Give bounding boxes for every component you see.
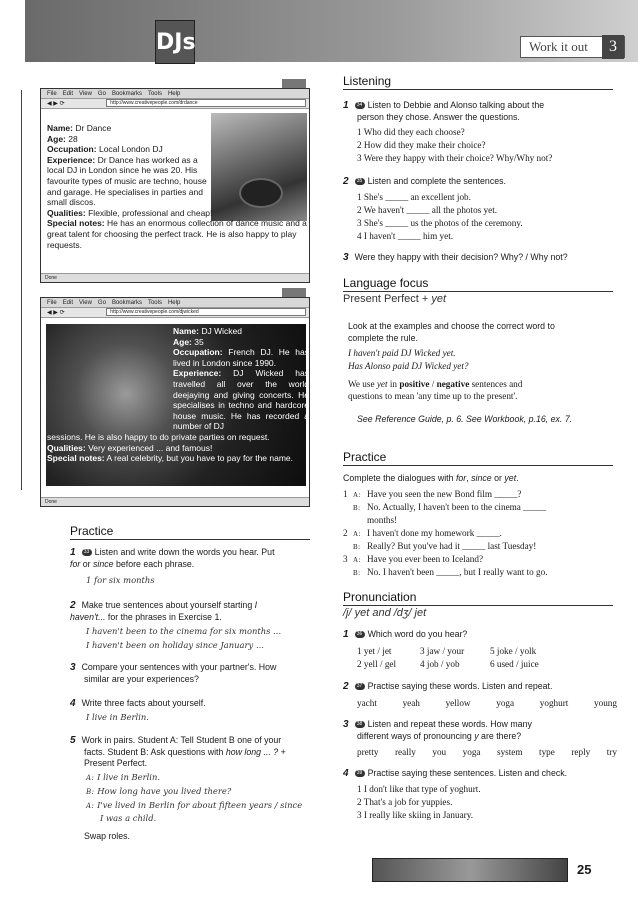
handwritten-answer: I live in Berlin. xyxy=(86,712,149,722)
exercise-number: 1 xyxy=(343,629,349,640)
exercise-number: 2 xyxy=(343,681,349,692)
intro-text: or xyxy=(491,473,505,483)
line-text: Really? But you've had it _____ last Tuesday! xyxy=(367,541,537,551)
instruction: Practise saying these sentences. Listen and check. xyxy=(367,768,568,778)
sentence: 2 That's a job for yuppies. xyxy=(357,797,453,807)
cd-icon[interactable]: 38 xyxy=(355,721,365,728)
intro-text: complete the rule. xyxy=(348,332,418,343)
word-pair: 2 yell / gel xyxy=(357,659,397,669)
practice-heading: Practice xyxy=(70,524,310,540)
rule-option: positive xyxy=(399,379,430,389)
gap-sentence: 4 I haven't _____ him yet. xyxy=(357,231,454,241)
word: yacht xyxy=(357,698,377,708)
speaker: B: xyxy=(353,504,361,512)
name-value: Dr Dance xyxy=(75,123,112,133)
question: 3 Were they happy with their choice? Why/Why not? xyxy=(357,153,553,163)
experience-value: DJ Wicked has travelled all over the world deejaying and giving concerts. He specialises in techno and hardcore house music. He has recorded a number of DJ xyxy=(173,368,309,432)
instruction: for the phrases in Exercise 1. xyxy=(105,611,222,622)
experience-cont: sessions. He is also happy to do private parties on request. xyxy=(47,431,270,442)
word: pretty xyxy=(357,747,379,757)
forward-icon[interactable]: ▶ xyxy=(53,101,58,107)
instruction: Present Perfect. xyxy=(84,758,148,768)
word: yoga xyxy=(462,747,481,757)
speaker: A: xyxy=(353,491,361,499)
word-pair: 1 yet / jet xyxy=(357,646,392,656)
instruction: Compare your sentences with your partner's. How xyxy=(81,662,277,672)
menu-go[interactable]: Go xyxy=(97,300,106,306)
instruction: Work in pairs. Student A: Tell Student B one of your xyxy=(81,735,282,745)
practice-heading-right: Practice xyxy=(343,450,613,466)
occupation-value: Local London DJ xyxy=(98,144,163,155)
exercise-number: 5 xyxy=(70,735,76,746)
language-focus-subheading xyxy=(343,293,446,305)
section-banner xyxy=(520,36,625,58)
profile-text xyxy=(47,123,311,250)
menu-go[interactable]: Go xyxy=(97,91,106,97)
rule-text: in xyxy=(387,379,400,389)
exercise-number: 4 xyxy=(70,698,76,709)
speaker: B: xyxy=(86,788,95,796)
rule-option: negative xyxy=(436,379,470,389)
instruction-it: haven't... xyxy=(70,611,106,622)
language-focus-heading: Language focus xyxy=(343,276,613,292)
dialogue-line xyxy=(343,515,397,527)
dialogue-line xyxy=(86,786,231,799)
menu-bookmarks[interactable]: Bookmarks xyxy=(111,91,142,97)
menu-view[interactable]: View xyxy=(79,300,92,306)
menu-help[interactable]: Help xyxy=(167,300,181,306)
line-num: 3 xyxy=(343,554,348,564)
practice-ex1 xyxy=(70,547,315,570)
question: 2 How did they make their choice? xyxy=(357,140,486,150)
address-bar[interactable]: http://www.creativepeople.com/djwicked xyxy=(106,308,306,316)
instruction-it: I xyxy=(254,600,258,610)
intro-it: for xyxy=(455,473,467,483)
speaker: B: xyxy=(353,543,361,551)
back-icon[interactable]: ◀ xyxy=(47,310,52,316)
word: yeah xyxy=(402,698,420,708)
menu-tools[interactable]: Tools xyxy=(147,300,162,306)
cd-icon[interactable]: 36 xyxy=(355,631,365,638)
practice-ex3 xyxy=(70,662,315,685)
dialogue-line: I was a child. xyxy=(100,813,157,823)
word: try xyxy=(606,747,617,757)
qualities-label: Qualities: xyxy=(47,442,86,453)
listening-heading: Listening xyxy=(343,74,613,90)
speaker: A: xyxy=(353,530,361,538)
instruction: Make true sentences about yourself starting xyxy=(81,600,255,610)
occupation-value: French DJ. He has lived in London since 1990. xyxy=(173,347,309,368)
unit-title: DJs xyxy=(155,20,195,64)
speaker: A: xyxy=(86,802,95,810)
practice-intro xyxy=(343,473,618,485)
line-text: Have you seen the new Bond film _____? xyxy=(367,489,522,499)
menu-bookmarks[interactable]: Bookmarks xyxy=(111,300,142,306)
age-value: 35 xyxy=(194,336,204,347)
qualities-value: Flexible, professional and cheap! xyxy=(88,207,213,218)
word: you xyxy=(432,747,447,757)
line-text: months! xyxy=(367,515,398,525)
cd-icon[interactable]: 34 xyxy=(355,102,365,109)
line-num: 2 xyxy=(343,528,348,538)
instruction: Which word do you hear? xyxy=(367,629,468,639)
word: reply xyxy=(571,747,591,757)
menu-help[interactable]: Help xyxy=(167,91,181,97)
word-list xyxy=(357,747,617,759)
speaker: B: xyxy=(353,569,361,577)
gap-sentence: 1 She's _____ an excellent job. xyxy=(357,192,471,202)
instruction: similar are your experiences? xyxy=(84,673,199,684)
intro-text: Look at the examples and choose the correct word to xyxy=(348,321,555,331)
menu-file[interactable]: File xyxy=(47,300,57,306)
exercise-number: 3 xyxy=(343,252,349,263)
refresh-icon[interactable]: ⟳ xyxy=(59,101,65,107)
instruction-it: since xyxy=(93,558,114,569)
instruction: facts. Student B: Ask questions with xyxy=(84,746,226,757)
exercise-number: 3 xyxy=(343,719,349,730)
instruction: Listen to Debbie and Alonso talking about the xyxy=(367,100,545,110)
pron-ex1 xyxy=(343,629,618,641)
dialogue-line xyxy=(86,772,160,785)
status-bar: Done xyxy=(41,273,309,282)
intro-text: Complete the dialogues with xyxy=(343,473,456,483)
footer-decoration xyxy=(372,858,568,882)
speaker: A: xyxy=(86,774,95,782)
cd-icon[interactable]: 39 xyxy=(355,770,365,777)
gap-sentence: 3 She's _____ us the photos of the ceremony. xyxy=(357,218,523,228)
browser-toolbar xyxy=(41,99,309,109)
qualities-label: Qualities: xyxy=(47,207,86,218)
cd-icon[interactable]: 35 xyxy=(355,178,365,185)
word-list xyxy=(357,698,617,710)
listening-ex1 xyxy=(343,100,618,123)
age-value: 28 xyxy=(68,133,78,144)
qualities-value: Very experienced ... and famous! xyxy=(88,442,213,453)
line-num: 1 xyxy=(343,489,348,499)
browser-toolbar xyxy=(41,308,309,318)
menu-edit[interactable]: Edit xyxy=(62,300,74,306)
handwritten-answer: 1 for six months xyxy=(86,575,155,585)
occupation-label: Occupation: xyxy=(47,144,97,155)
name-label: Name: xyxy=(173,326,199,336)
age-label: Age: xyxy=(47,133,66,144)
window-controls[interactable] xyxy=(282,79,306,88)
profile-text xyxy=(47,326,309,464)
instruction: are there? xyxy=(478,730,522,741)
dialogue-line xyxy=(343,554,483,567)
page-number: 25 xyxy=(577,862,592,877)
word-pair: 4 job / yob xyxy=(420,659,460,669)
line-text: I haven't done my homework _____. xyxy=(367,528,502,538)
practice-ex2 xyxy=(70,600,315,623)
experience-value: Dr Dance has worked as a local DJ in London since he was 20. His favourite types of music are techno, house and garage. He specialises in parties and small discos. xyxy=(47,154,207,208)
handwritten-answer: I haven't been to the cinema for six months ... xyxy=(86,626,282,636)
line-text: Have you ever been to Iceland? xyxy=(367,554,484,564)
browser-window-dr-dance xyxy=(40,88,310,283)
instruction: Write three facts about yourself. xyxy=(81,698,206,708)
margin-rule xyxy=(21,90,22,490)
word: type xyxy=(539,747,555,757)
subheading-it: yet xyxy=(431,293,447,305)
window-controls[interactable] xyxy=(282,288,306,297)
dialogue-line xyxy=(343,567,548,580)
exercise-number: 1 xyxy=(343,100,349,111)
instruction: Listen and complete the sentences. xyxy=(367,176,506,186)
reference-note: See Reference Guide, p. 6. See Workbook, p.16, ex. 7. xyxy=(357,414,573,424)
back-icon[interactable]: ◀ xyxy=(47,101,52,107)
gap-sentence: 2 We haven't _____ all the photos yet. xyxy=(357,205,498,215)
rule-text: / xyxy=(429,379,437,389)
subheading-text: Present Perfect + xyxy=(343,293,432,305)
dialogue-line xyxy=(343,502,546,515)
intro-it: yet xyxy=(504,473,517,483)
notes-label: Special notes: xyxy=(47,218,105,229)
address-bar[interactable]: http://www.creativepeople.com/drdance xyxy=(106,99,306,107)
dialogue-line xyxy=(86,800,302,813)
line-text: No. I haven't been _____, but I really want to go. xyxy=(367,567,548,577)
word: young xyxy=(594,698,617,708)
rule-text: sentences and xyxy=(469,379,523,389)
word: yoghurt xyxy=(539,698,569,708)
instruction: Listen and repeat these words. How many xyxy=(367,719,532,729)
instruction: person they chose. Answer the questions. xyxy=(357,111,520,122)
listening-ex2 xyxy=(343,176,618,188)
pron-ex2 xyxy=(343,681,618,693)
word-pair: 6 used / juice xyxy=(490,659,539,669)
speaker: A: xyxy=(353,556,361,564)
grammar-intro xyxy=(348,321,613,344)
menu-tools[interactable]: Tools xyxy=(147,91,162,97)
browser-menubar xyxy=(41,89,309,99)
word: really xyxy=(394,747,416,757)
word: yoga xyxy=(496,698,515,708)
notes-label: Special notes: xyxy=(47,453,105,464)
forward-icon[interactable]: ▶ xyxy=(53,310,58,316)
menu-file[interactable]: File xyxy=(47,91,57,97)
instruction: Were they happy with their decision? Why? / Why not? xyxy=(354,252,568,262)
sentence: 1 I don't like that type of yoghurt. xyxy=(357,784,481,794)
example-sentence: I haven't paid DJ Wicked yet. xyxy=(348,348,456,358)
notes-value: He has an enormous collection of dance music and a great talent for choosing the perfect track. He is also happy to play requests. xyxy=(47,218,307,250)
pron-ex3 xyxy=(343,719,618,742)
word-pair: 5 joke / yolk xyxy=(490,646,537,656)
example-sentence: Has Alonso paid DJ Wicked yet? xyxy=(348,361,469,371)
name-value: DJ Wicked xyxy=(201,326,242,336)
sentence: 3 I really like skiing in January. xyxy=(357,810,474,820)
section-banner-label: Work it out xyxy=(529,39,588,54)
experience-label: Experience: xyxy=(47,154,96,165)
exercise-number: 4 xyxy=(343,768,349,779)
instruction: different ways of pronouncing xyxy=(357,730,475,741)
instruction-text: or xyxy=(80,558,93,569)
instruction-it: y xyxy=(474,730,479,741)
browser-window-dj-wicked xyxy=(40,297,310,507)
instruction: Practise saying these words. Listen and repeat. xyxy=(367,681,553,691)
pronunciation-subheading: /j/ yet and /dʒ/ jet xyxy=(343,607,427,619)
cd-icon[interactable]: 33 xyxy=(82,549,92,556)
intro-text: , xyxy=(466,473,472,483)
word-pair: 3 jaw / your xyxy=(420,646,465,656)
dialogue-line xyxy=(343,489,521,502)
name-label: Name: xyxy=(47,123,73,133)
handwritten-answer: I haven't been on holiday since January ... xyxy=(86,640,264,650)
exercise-number: 2 xyxy=(343,176,349,187)
listening-ex3 xyxy=(343,252,618,264)
swap-roles: Swap roles. xyxy=(84,831,130,841)
instruction: + xyxy=(278,746,286,757)
rule-it: yet xyxy=(376,379,388,389)
browser-menubar xyxy=(41,298,309,308)
dialogue-line xyxy=(343,528,502,541)
menu-edit[interactable]: Edit xyxy=(62,91,74,97)
status-bar: Done xyxy=(41,497,309,506)
practice-ex5 xyxy=(70,735,320,770)
exercise-number: 1 xyxy=(70,547,76,558)
rule-text: questions to mean 'any time up to the present'. xyxy=(348,390,518,401)
cd-icon[interactable]: 37 xyxy=(355,683,365,690)
word: system xyxy=(497,747,523,757)
refresh-icon[interactable]: ⟳ xyxy=(59,310,65,316)
grammar-rule xyxy=(348,379,618,402)
exercise-number: 2 xyxy=(70,600,76,611)
occupation-label: Occupation: xyxy=(173,347,223,358)
experience-label: Experience: xyxy=(173,368,222,379)
intro-text: . xyxy=(516,473,519,483)
menu-view[interactable]: View xyxy=(79,91,92,97)
rule-text: We use xyxy=(348,379,377,389)
line-text: I've lived in Berlin for about fifteen years / since xyxy=(97,800,303,810)
notes-value: A real celebrity, but you have to pay for the name. xyxy=(106,453,294,464)
dialogue-line xyxy=(343,541,536,554)
unit-number: 3 xyxy=(602,35,624,59)
line-text: I live in Berlin. xyxy=(97,772,161,782)
pron-ex4 xyxy=(343,768,618,780)
word: yellow xyxy=(445,698,471,708)
practice-ex4 xyxy=(70,698,315,710)
question: 1 Who did they each choose? xyxy=(357,127,465,137)
instruction-it: how long ... ? xyxy=(225,746,279,757)
instruction: Listen and write down the words you hear. Put xyxy=(94,547,275,557)
intro-it: since xyxy=(471,473,492,483)
line-text: No. Actually, I haven't been to the cinema _____ xyxy=(367,502,547,512)
age-label: Age: xyxy=(173,336,192,347)
exercise-number: 3 xyxy=(70,662,76,673)
instruction-it: for xyxy=(70,558,81,569)
line-text: How long have you lived there? xyxy=(97,786,232,796)
pronunciation-heading: Pronunciation xyxy=(343,590,613,606)
instruction-text: before each phrase. xyxy=(113,558,195,569)
